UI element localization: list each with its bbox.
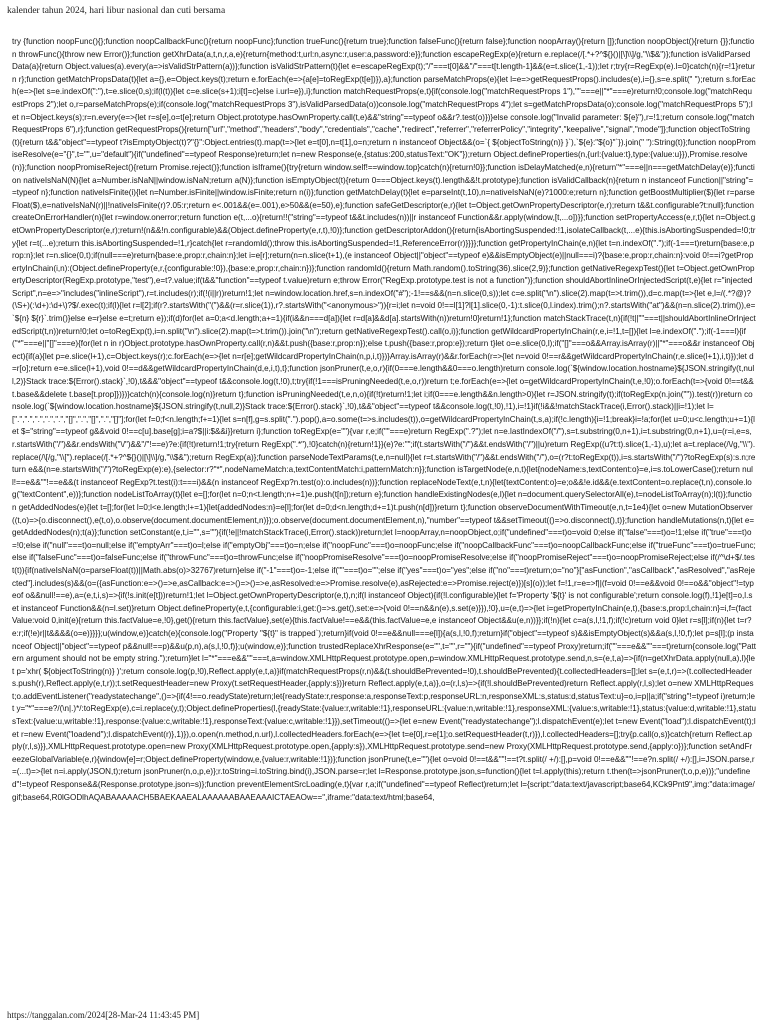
- script-source-text: try {function noopFunc(){};function noopCallbackFunc(){return noopFunc};function trueFunc(){return true};function falseFunc(){return false};function noopArray(){return []};function noopObject(){return {}};function throwFunc(){throw new Error()};function getXhrData(a,t,n,r,a,e){return{method:t,url:n,async:r,user:a,password:e}};function escapeRegExp(e){return e.replace(/[.*+?^${}()|[\]\\]/g,"\\$&")};function isValidParsedData(a){return Object.values(a).every(a=>isValidStrPattern(a))};function isValidStrPattern(t){let e=escapeRegExp(t);"/"===t[0]&&"/"===t[t.length-1]&&(e=t.slice(1,-1));let r;try{r=RegExp(e).l=0}catch(n){r=!1}return r};function getMatchPropsData(t){let a={},e=Object.keys(t);return e.forEach(e=>{a[e]=toRegExp(t[e])}),a};function parseMatchProps(e){let l=e=>getRequestProps().includes(e),i={},s=e.split(" ");return s.forEach(e=>{let s=e.indexOf(":"),t=e.slice(0,s);if(l(t)){let c=e.slice(s+1);i[t]=c}else i.url=e}),i};function matchRequestProps(e,t){if(console.log("matchRequestProps 1"),""===e||"*"===e)return!0;console.log("matchRequestProps 2");let o,r=parseMatchProps(e);if(console.log("matchRequestProps 3"),isValidParsedData(o))console.log("matchRequestProps 4");let s=getMatchPropsData(o);console.log("matchRequestProps 5");let n=Object.keys(s);r=n.every(e=>{let r=s[e],o=t[e];return Object.prototype.hasOwnProperty.call(t,e)&&"string"==typeof o&&r?.test(o)})}else console.log("Invalid parameter: ${e}"),r=!1;return console.log("matchRequestProps 6"),r};function getRequestProps(){return["url","method","headers","body","credentials","cache","redirect","referrer","referrerPolicy","integrity","keepalive","signal","mode"]};function objectToString(t){return t&&"object"==typeof t?isEmptyObject(t)?"{}":Object.entries(t).map(t=>{let e=t[0],n=t[1],o=n;return n instanceof Object&&(o=`{ ${objectToString(n)} }`),`${e}:"${o}"`}).join(" "):String(t)};function noopPromiseResolve(e="{}",t="",u="default"){if("undefined"==typeof Response)return;let n=new Response(e,{status:200,statusText:"OK"});return Object.defineProperties(n,{url:{value:t},type:{value:u}}),Promise.resolve(n)};function noopPromiseReject(){return Promise.reject()};function isIframe(){try{return window.self!==window.top}catch(n){return!0}};function isDelayMatched(e,n){return"*"===e||n===getMatchDelay(e)};function nativeIsNaN(N){let a=Number.isNaN||window.isNaN;return a(N)};function isEmptyObject(t){return 0===Object.keys(t).length&&!t.prototype};function isValidCallback(n){return n instanceof Function||"string"==typeof n};function nativeIsFinite(i){let n=Number.isFinite||window.isFinite;return n(i)};function getMatchDelay(t){let e=parseInt(t,10),n=nativeIsNaN(e)?1000:e;return n};function getBoostMultiplier($){let r=parseFloat($),e=nativeIsNaN(r)||!nativeIsFinite(r)?.05:r;return e<.001&&(e=.001),e>50&&(e=50),e};function safeGetDescriptor(e,r){let t=Object.getOwnPropertyDescriptor(e,r);return t&&t.configurable?t:null};function createOnErrorHandler(n){let r=window.onerror;return function e(t,...o){return!!("string"==typeof t&&t.includes(n))||r instanceof Function&&r.apply(window,[t,...o])}};function setPropertyAccess(e,r,t){let n=Object.getOwnPropertyDescriptor(e,r);return!(n&&!n.configurable)&&(Object.defineProperty(e,r,t),!0)};function getDescriptorAddon(){return{isAbortingSuspended:!1,isolateCallback(t,...e){this.isAbortingSuspended=!0;try{let r=t(...e);return this.isAbortingSuspended=!1,r}catch{let r=randomId();throw this.isAbortingSuspended=!1,ReferenceError(r)}}}};function getPropertyInChain(e,n){let t=n.indexOf(".");if(-1===t)return{base:e,prop:n};let r=n.slice(0,t);if(null===e)return{base:e,prop:r,chain:n};let i=e[r];return(n=n.slice(t+1),(e instanceof Object||"object"==typeof e)&&isEmptyObject(e)||null===i)?{base:e,prop:r,chain:n}:void 0!==i?getPropertyInChain(i,n):(Object.defineProperty(e,r,{configurable:!0}),{base:e,prop:r,chain:n})};function randomId(){return Math.random().toString(36).slice(2,9)};function getNativeRegexpTest(){let t=Object.getOwnPropertyDescriptor(RegExp.prototype,"test"),e=t?.value;if(t&&"function"==typeof t.value)return e;throw Error("RegExp.prototype.test is not a function")};function shouldAbortInlineOrInjectedScript(t,e){let r="injectedScript",n=e=>"includes("inlineScript"),r=t.includes(r);if(!(i||r))return!1;let n=window.location.href,s=n.indexOf("#");-1!==s&&(n=n.slice(0,s));let c=e.split("\n").slice(2).map(t=>t.trim()),d=c.map(t=>{let e,l=/(.*?@)?(\S+)(:\d+):\d+\)?$/.exec(t);if(l){let r=l[2];if(r?.startsWith("(")&&(r=r.slice(1)),r?.startsWith("<anonymous>")){r=i;let n=void 0!==l[1]?l[1].slice(0,-1):t.slice(0,l.index).trim();n?.startsWith("at")&&(n=n.slice(2).trim()),e=`${n} ${r}`.trim()}else e=r}else e=t;return e});if(d)for(let a=0;a<d.length;a+=1){if(i&&n===d[a]){let r=d[a]&&d[a].startsWith(n))return!0}return!1};function matchStackTrace(t,n){if(!t||""===t||shouldAbortInlineOrInjectedScript(t,n))return!0;let o=toRegExp(t),i=n.split("\n").slice(2).map(t=>t.trim()).join("\n");return getNativeRegexpTest().call(o,i)};function getWildcardPropertyInChain(r,e,i=!1,t=[]){let l=e.indexOf(".");if(-1===l){if("*"===e||"[]"===e){for(let n in r)Object.prototype.hasOwnProperty.call(r,n)&&t.push({base:r,prop:n});else t.push({base:r,prop:e});return t}let o=e.slice(0,l);if("[]"===o&&Array.isArray(r)||"*"===o&&r instanceof Object){if(a){let p=e.slice(l+1),c=Object.keys(r);c.forEach(e=>{let n=r[e];getWildcardPropertyInChain(n,p,i,t)})}Array.isArray(r)&&r.forEach(r=>{let n=void 0!==r&&getWildcardPropertyInChain(r,e.slice(l+1),i,t)});let d=r[o];return e=e.slice(l+1),void 0!==d&&getWildcardPropertyInChain(d,e,i,t),t};function jsonPruner(t,e,o,r){if(0===e.length&&0===o.length)return console.log(`${window.location.hostname}${JSON.stringify(t,null,2)}Stack trace:${Error().stack}`,!0),t&&&"object"==typeof t&&console.log(t,!0),t;try{if(!1===isPruningNeeded(t,e,o,r))return t;e.forEach(e=>{let o=getWildcardPropertyInChain(t,e,!0);o.forEach(t=>{void 0!==t&&t.base&&delete t.base[t.prop]})})}catch(n){console.log(n)}return t};function isPruningNeeded(t,e,n,o){if(!t)return!1;let i;if(0===e.length&&n.length>0){let r=JSON.stringify(t);if(toRegExp(n.join("")).test(r))return console.log(`${window.location.hostname}${JSON.stringify(t,null,2)}Stack trace:${Error().stack}`,!0),t&&"object"==typeof t&&console.log(t,!0),!1),i=!1}if(!i&&!matchStackTrace(i,Error().stack)||i=!1);let l=[".",".",".",".",".","[]",".","[]",".","[]"];for(let f=0;f<n.length;f+=1){let s=n[f],g=s.split(".").pop(),a=o.some(t=>s.includes(t)),o=getWildcardPropertyInChain(t,s,a);if(!c.length){i=!1;break}i=!a;for(let u=0;u<c.length;u+=1){let $="string"==typeof g&&void 0!==c[u].base[g];i=a?$||i:$&&i}}return i};function toRegExp(e=""){var r,e;if(""===e)return RegExp(".?");let n=e.lastIndexOf("/"),s=t.substring(0,n+1),i=t.substring(0,n+1),u=(r=i,e=s,r.startsWith("/")&&r.endsWith("\/")&&"/"!==e)?e:{if(!t)return!1;try{return RegExp(".*"),!0}catch(n){return!1}}(e)?e:"";if(t.startsWith("/")&&t.endsWith("/")||u)return RegExp((u?t:t).slice(1,-1),u);let a=t.replace(/\/g,"\\").replace(/\[/g,"\\[").replace(/[.*+?^${}()|[\]\\]/g,"\\$&");return RegExp(a)};function parseNodeTextParams(t,e,n=null){let r=t.startsWith("/")&&t.endsWith("/"),o=(r?t:toRegExp(t)),i=s.startsWith("/")?toRegExp(s):s.n;return e&&(n=e.startsWith("/")?toRegExp(e):e),{selector:r?"*",nodeNameMatch:a,textContentMatch:i,patternMatch:n}};function isTargetNode(e,n,t){let{nodeName:s,textContent:o}=e,i=s.toLowerCase();return null!==e&&""!==e&&(t instanceof RegExp?t.test(i):t===i)&&(n instanceof RegExp?n.test(o):o.includes(n))};function replaceNodeText(e,t,n){let{textContent:o}=e;o&&!e.id&&(e.textContent=o.replace(t,n),console.log("textContent",e))};function nodeListToArray(t){let e=[];for(let n=0;n<t.length;n+=1)e.push(t[n]);return e};function handleExistingNodes(e,l){let n=document.querySelectorAll(e),t=nodeListToArray(n);l(t)};function getAddedNodes(e){let t=[];for(let l=0;l<e.length;l+=1){let{addedNodes:n}=e[l];for(let d=0;d<n.length;d+=1)t.push(n[d])}return t};function observeDocumentWithTimeout(e,n,t=1e4){let o=new MutationObserver((t,o)=>{o.disconnect(),e(t,o),o.observe(document.documentElement,n)});o.observe(document.documentElement,n),"number"==typeof t&&setTimeout(()=>o.disconnect(),t)};function handleMutations(n,t){let e=getAddedNodes(n);t(a)};function setConstant(e,t,i="",s=""){if(!e||!matchStackTrace(i,Error().stack))return;let l=noopArray,n=noopObject,o;if("undefined"===t)o=void 0;else if("false"===t)o=!1;else if("true"===t)o=!0;else if("null"===t)o=null;else if("emptyArr"===t)o=l;else if("emptyObj"===t)o=n;else if("noopFunc"===t)o=noopFunc;else if("noopCallbackFunc"===t)o=noopCallbackFunc;else if("trueFunc"===t)o=trueFunc;else if("falseFunc"===t)o=falseFunc;else if("throwFunc"===t)o=throwFunc;else if("noopPromiseResolve"===t)o=noopPromiseResolve;else if("noopPromiseReject"===t)o=noopPromiseReject;else if(/^\d+$/.test(t)){if(nativeIsNaN(o=parseFloat(t))||Math.abs(o)>32767)return}else if("-1"===t)o=-1;else if(""===t)o="";else if("yes"===t)o="yes";else if("no"===t)return;o="no"}["asFunction","asCallback","asResolved","asRejected"].includes(s)&&(o=({asFunction:e=>()=>e,asCallback:e=>()=>()=>e,asResolved:e=>Promise.resolve(e),asRejected:e=>Promise.reject(e)})[s](o));let f=!1,r=e=>f||(f=void 0!==e&&void 0!==o&&"object"!=typeof o&&null!==e),a=(e,t,i,s)=>{if(!s.init(e[t]))return!1;let l=Object.getOwnPropertyDescriptor(e,t),n;if(l instanceof Object){if(!l.configurable){let f='Property '${t}' is not configurable';return console.log(f),!1}e[t]=o,l.set instanceof Function&&(n=l.set)}return Object.defineProperty(e,t,{configurable:i,get:()=>s.get(),set:e=>{void 0!==n&&n(e),s.set(e)}}),!0},u=(e,t)=>{let i=getPropertyInChain(e,t),{base:s,prop:l,chain:n}=i,f=(factValue:void 0,init(e){return this.factValue=e,!0},get(){return this.factValue},set(e){this.factValue!==e&&(this.factValue=e,e instanceof Object&&u(e,n))}};if(!n){let c=a(s,l,!1,f);if(!c)return void 0}let r=s[l];if(n){let t=r?e:r;if(!e)r||t&&&&(o=e)}}}};u(window,e)}catch(e){console.log("Property "${t}" is trapped`);return}if(void 0!==e&&null===e[l]){a(s,l,!0,f);return}if("object"==typeof s)&&isEmptyObject(s)&&a(s,l,!0,f);let p=s[l];(p instanceof Object||"object"==typeof p&&null!==p)&&u(p,n),a(s,l,!0,f)};u(window,e)};function trustedReplaceXhrResponse(e="",t="",r=""){if("undefined"==typeof Proxy)return;if(""===e&&""===t)return{console.log("Pattern argument should not be empty string.");return}let l="*"===e&&""===t,a=window.XMLHttpRequest.prototype.open,p=window.XMLHttpRequest.prototype.send,n,s=(e,t,a)=>{if(n=getXhrData.apply(null,a),l){let p='xhr( ${objectToString(n)} )';return console.log(p,!0),Reflect.apply(e,t,a)}if(matchRequestProps(r,n)&&(t.shouldBePrevented=!0),t.shouldBePrevented){t.collectedHeaders=[];let s=(e,t,r)=>(t.collectedHeaders.push(r),Reflect.apply(e,t,r));t.setRequestHeader=new Proxy(t.setRequestHeader,{apply:s})}return Reflect.apply(e,t,a)},o=(r,l,s)=>{if(!l.shouldBePrevented)return Reflect.apply(r,l,s);let o=new XMLHttpRequest;o.addEventListener("readystatechange",()=>{if(4!==o.readyState)return;let{readyState:r,response:a,responseText:p,responseURL:n,responseXML:s,status:d,statusText:u}=o,i=p||a;if("string"!=typeof i)return;let y="*"===e?/(\n|.)*/:toRegExp(e),c=i.replace(y,t);Object.defineProperties(l,{readyState:{value:r,writable:!1},responseURL:{value:n,writable:!1},responseXML:{value:s,writable:!1},status:{value:d,writable:!1},statusText:{value:u,writable:!1},response:{value:c,writable:!1},responseText:{value:c,writable:!1}}),setTimeout(()=>{let e=new Event("readystatechange");l.dispatchEvent(e);let t=new Event("load");l.dispatchEvent(t);let r=new Event("loadend");l.dispatchEvent(r)},1)}),o.open(n.method,n.url),l.collectedHeaders.forEach(e=>{let t=e[0],r=e[1];o.setRequestHeader(t,r)}),l.collectedHeaders=[];try{p.call(o,s)}catch{return Reflect.apply(r,l,s)}},XMLHttpRequest.prototype.open=new Proxy(XMLHttpRequest.prototype.open,{apply:s}),XMLHttpRequest.prototype.send=new Proxy(XMLHttpRequest.prototype.send,{apply:o})};function setAndFreezeGlobalVariable(e,r){window[e]=r;Object.defineProperty(window,e,{value:r,writable:!1})};function jsonPrune(t,e=""){let o=void 0!==t&&""!==t?t.split(/ +/):[],p=void 0!==e&&""!==e?n.split(/ +/):[],i=JSON.parse,r=(...t)=>{let n=i.apply(JSON,t);return jsonPruner(n,o,p,e)};r.toString=i.toString.bind(i),JSON.parse=r;let l=Response.prototype.json,s=function(){let t=l.apply(this);return t.then(t=>jsonPruner(t,o,p,e))};"undefined"!=typeof Response&&(Response.prototype.json=s)};function preventElementSrcLoading(e,t){var r,a;if("undefined"==typeof Reflect)return;let l={script:"data:text/javascript;base64,KCk9Pnt9",img:"data:image/gif;base64,R0lGODlhAQABAAAAACH5BAEKAAEALAAAAAABAAEAAAICTAEAOw==",iframe:"data:text/html;base64,: [12, 37, 756, 802]
- print-footer-url: https://tanggalan.com/2024[28-Mar-24 11:43:45 PM]: [7, 1010, 200, 1020]
- print-header-title: kalender tahun 2024, hari libur nasional dan cuti bersama: [7, 6, 226, 16]
